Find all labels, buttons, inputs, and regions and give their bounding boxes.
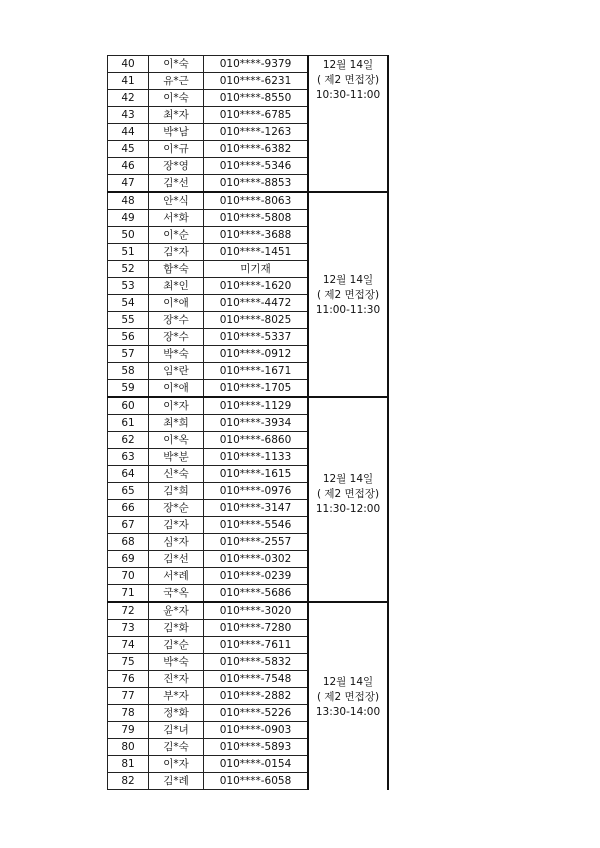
applicant-name: 심*자 [149,534,204,551]
phone-number: 010****-4472 [204,295,309,312]
phone-number: 010****-5346 [204,158,309,175]
interview-slot [308,397,388,602]
row-number: 51 [108,244,149,261]
phone-number: 미기재 [204,261,309,278]
row-number: 77 [108,688,149,705]
phone-number: 010****-9379 [204,56,309,73]
phone-number: 010****-0903 [204,722,309,739]
slot-date: 12월 14일 [322,473,374,485]
row-number: 78 [108,705,149,722]
phone-number: 010****-6785 [204,107,309,124]
applicant-name: 이*숙 [149,56,204,73]
applicant-name: 이*애 [149,380,204,398]
schedule-body [108,56,389,790]
phone-number: 010****-0239 [204,568,309,585]
applicant-name: 김*자 [149,244,204,261]
slot-date: 12월 14일 [322,274,374,286]
row-number: 60 [108,397,149,415]
table-row [108,56,389,73]
row-number: 82 [108,773,149,790]
row-number: 81 [108,756,149,773]
interview-slot [308,56,388,193]
phone-number: 010****-7280 [204,620,309,637]
row-number: 72 [108,602,149,620]
applicant-name: 국*옥 [149,585,204,603]
applicant-name: 안*식 [149,192,204,210]
phone-number: 010****-7548 [204,671,309,688]
phone-number: 010****-5893 [204,739,309,756]
row-number: 74 [108,637,149,654]
phone-number: 010****-0302 [204,551,309,568]
applicant-name: 장*순 [149,500,204,517]
applicant-name: 김*녀 [149,722,204,739]
row-number: 57 [108,346,149,363]
applicant-name: 정*화 [149,705,204,722]
phone-number: 010****-5337 [204,329,309,346]
row-number: 53 [108,278,149,295]
applicant-name: 이*숙 [149,90,204,107]
applicant-name: 장*수 [149,312,204,329]
interview-schedule-table [107,55,389,790]
phone-number: 010****-5832 [204,654,309,671]
row-number: 52 [108,261,149,278]
phone-number: 010****-1133 [204,449,309,466]
applicant-name: 함*숙 [149,261,204,278]
phone-number: 010****-2882 [204,688,309,705]
applicant-name: 박*숙 [149,346,204,363]
applicant-name: 박*숙 [149,654,204,671]
slot-room: ( 제2 면접장) [316,289,380,301]
phone-number: 010****-8063 [204,192,309,210]
applicant-name: 장*영 [149,158,204,175]
row-number: 49 [108,210,149,227]
row-number: 67 [108,517,149,534]
interview-slot [308,192,388,397]
row-number: 48 [108,192,149,210]
row-number: 54 [108,295,149,312]
phone-number: 010****-0912 [204,346,309,363]
phone-number: 010****-6058 [204,773,309,790]
phone-number: 010****-1451 [204,244,309,261]
phone-number: 010****-8853 [204,175,309,193]
phone-number: 010****-1129 [204,397,309,415]
row-number: 62 [108,432,149,449]
applicant-name: 서*례 [149,568,204,585]
phone-number: 010****-5808 [204,210,309,227]
row-number: 58 [108,363,149,380]
applicant-name: 서*화 [149,210,204,227]
slot-room: ( 제2 면접장) [316,74,380,86]
row-number: 45 [108,141,149,158]
phone-number: 010****-5226 [204,705,309,722]
phone-number: 010****-1263 [204,124,309,141]
row-number: 42 [108,90,149,107]
row-number: 43 [108,107,149,124]
phone-number: 010****-5546 [204,517,309,534]
slot-time: 13:30-14:00 [315,706,381,718]
applicant-name: 임*란 [149,363,204,380]
phone-number: 010****-3147 [204,500,309,517]
applicant-name: 이*옥 [149,432,204,449]
row-number: 76 [108,671,149,688]
row-number: 50 [108,227,149,244]
slot-room: ( 제2 면접장) [316,488,380,500]
applicant-name: 김*선 [149,175,204,193]
row-number: 59 [108,380,149,398]
row-number: 46 [108,158,149,175]
row-number: 68 [108,534,149,551]
row-number: 56 [108,329,149,346]
applicant-name: 김*숙 [149,739,204,756]
slot-room: ( 제2 면접장) [316,691,380,703]
applicant-name: 이*애 [149,295,204,312]
row-number: 41 [108,73,149,90]
applicant-name: 김*자 [149,517,204,534]
row-number: 70 [108,568,149,585]
phone-number: 010****-6231 [204,73,309,90]
interview-slot [308,602,388,790]
phone-number: 010****-6860 [204,432,309,449]
row-number: 65 [108,483,149,500]
table-row [108,602,389,620]
row-number: 79 [108,722,149,739]
row-number: 55 [108,312,149,329]
phone-number: 010****-7611 [204,637,309,654]
slot-time: 11:30-12:00 [315,503,381,515]
applicant-name: 이*자 [149,756,204,773]
row-number: 69 [108,551,149,568]
applicant-name: 김*화 [149,620,204,637]
applicant-name: 박*분 [149,449,204,466]
applicant-name: 유*근 [149,73,204,90]
applicant-name: 김*선 [149,551,204,568]
applicant-name: 윤*자 [149,602,204,620]
applicant-name: 진*자 [149,671,204,688]
row-number: 66 [108,500,149,517]
slot-date: 12월 14일 [322,59,374,71]
phone-number: 010****-6382 [204,141,309,158]
row-number: 75 [108,654,149,671]
phone-number: 010****-1671 [204,363,309,380]
applicant-name: 이*순 [149,227,204,244]
phone-number: 010****-2557 [204,534,309,551]
phone-number: 010****-3020 [204,602,309,620]
phone-number: 010****-3688 [204,227,309,244]
applicant-name: 최*자 [149,107,204,124]
table-row [108,397,389,415]
slot-time: 11:00-11:30 [315,304,381,316]
phone-number: 010****-1615 [204,466,309,483]
applicant-name: 김*순 [149,637,204,654]
phone-number: 010****-8550 [204,90,309,107]
table-row [108,192,389,210]
applicant-name: 장*수 [149,329,204,346]
row-number: 61 [108,415,149,432]
applicant-name: 이*규 [149,141,204,158]
row-number: 73 [108,620,149,637]
row-number: 40 [108,56,149,73]
phone-number: 010****-8025 [204,312,309,329]
slot-time: 10:30-11:00 [315,89,381,101]
applicant-name: 이*자 [149,397,204,415]
phone-number: 010****-1620 [204,278,309,295]
row-number: 44 [108,124,149,141]
applicant-name: 김*희 [149,483,204,500]
applicant-name: 김*례 [149,773,204,790]
applicant-name: 박*남 [149,124,204,141]
phone-number: 010****-5686 [204,585,309,603]
row-number: 64 [108,466,149,483]
row-number: 80 [108,739,149,756]
phone-number: 010****-0154 [204,756,309,773]
phone-number: 010****-0976 [204,483,309,500]
applicant-name: 신*숙 [149,466,204,483]
phone-number: 010****-3934 [204,415,309,432]
applicant-name: 최*희 [149,415,204,432]
applicant-name: 부*자 [149,688,204,705]
phone-number: 010****-1705 [204,380,309,398]
row-number: 63 [108,449,149,466]
row-number: 47 [108,175,149,193]
slot-date: 12월 14일 [322,676,374,688]
applicant-name: 최*인 [149,278,204,295]
row-number: 71 [108,585,149,603]
